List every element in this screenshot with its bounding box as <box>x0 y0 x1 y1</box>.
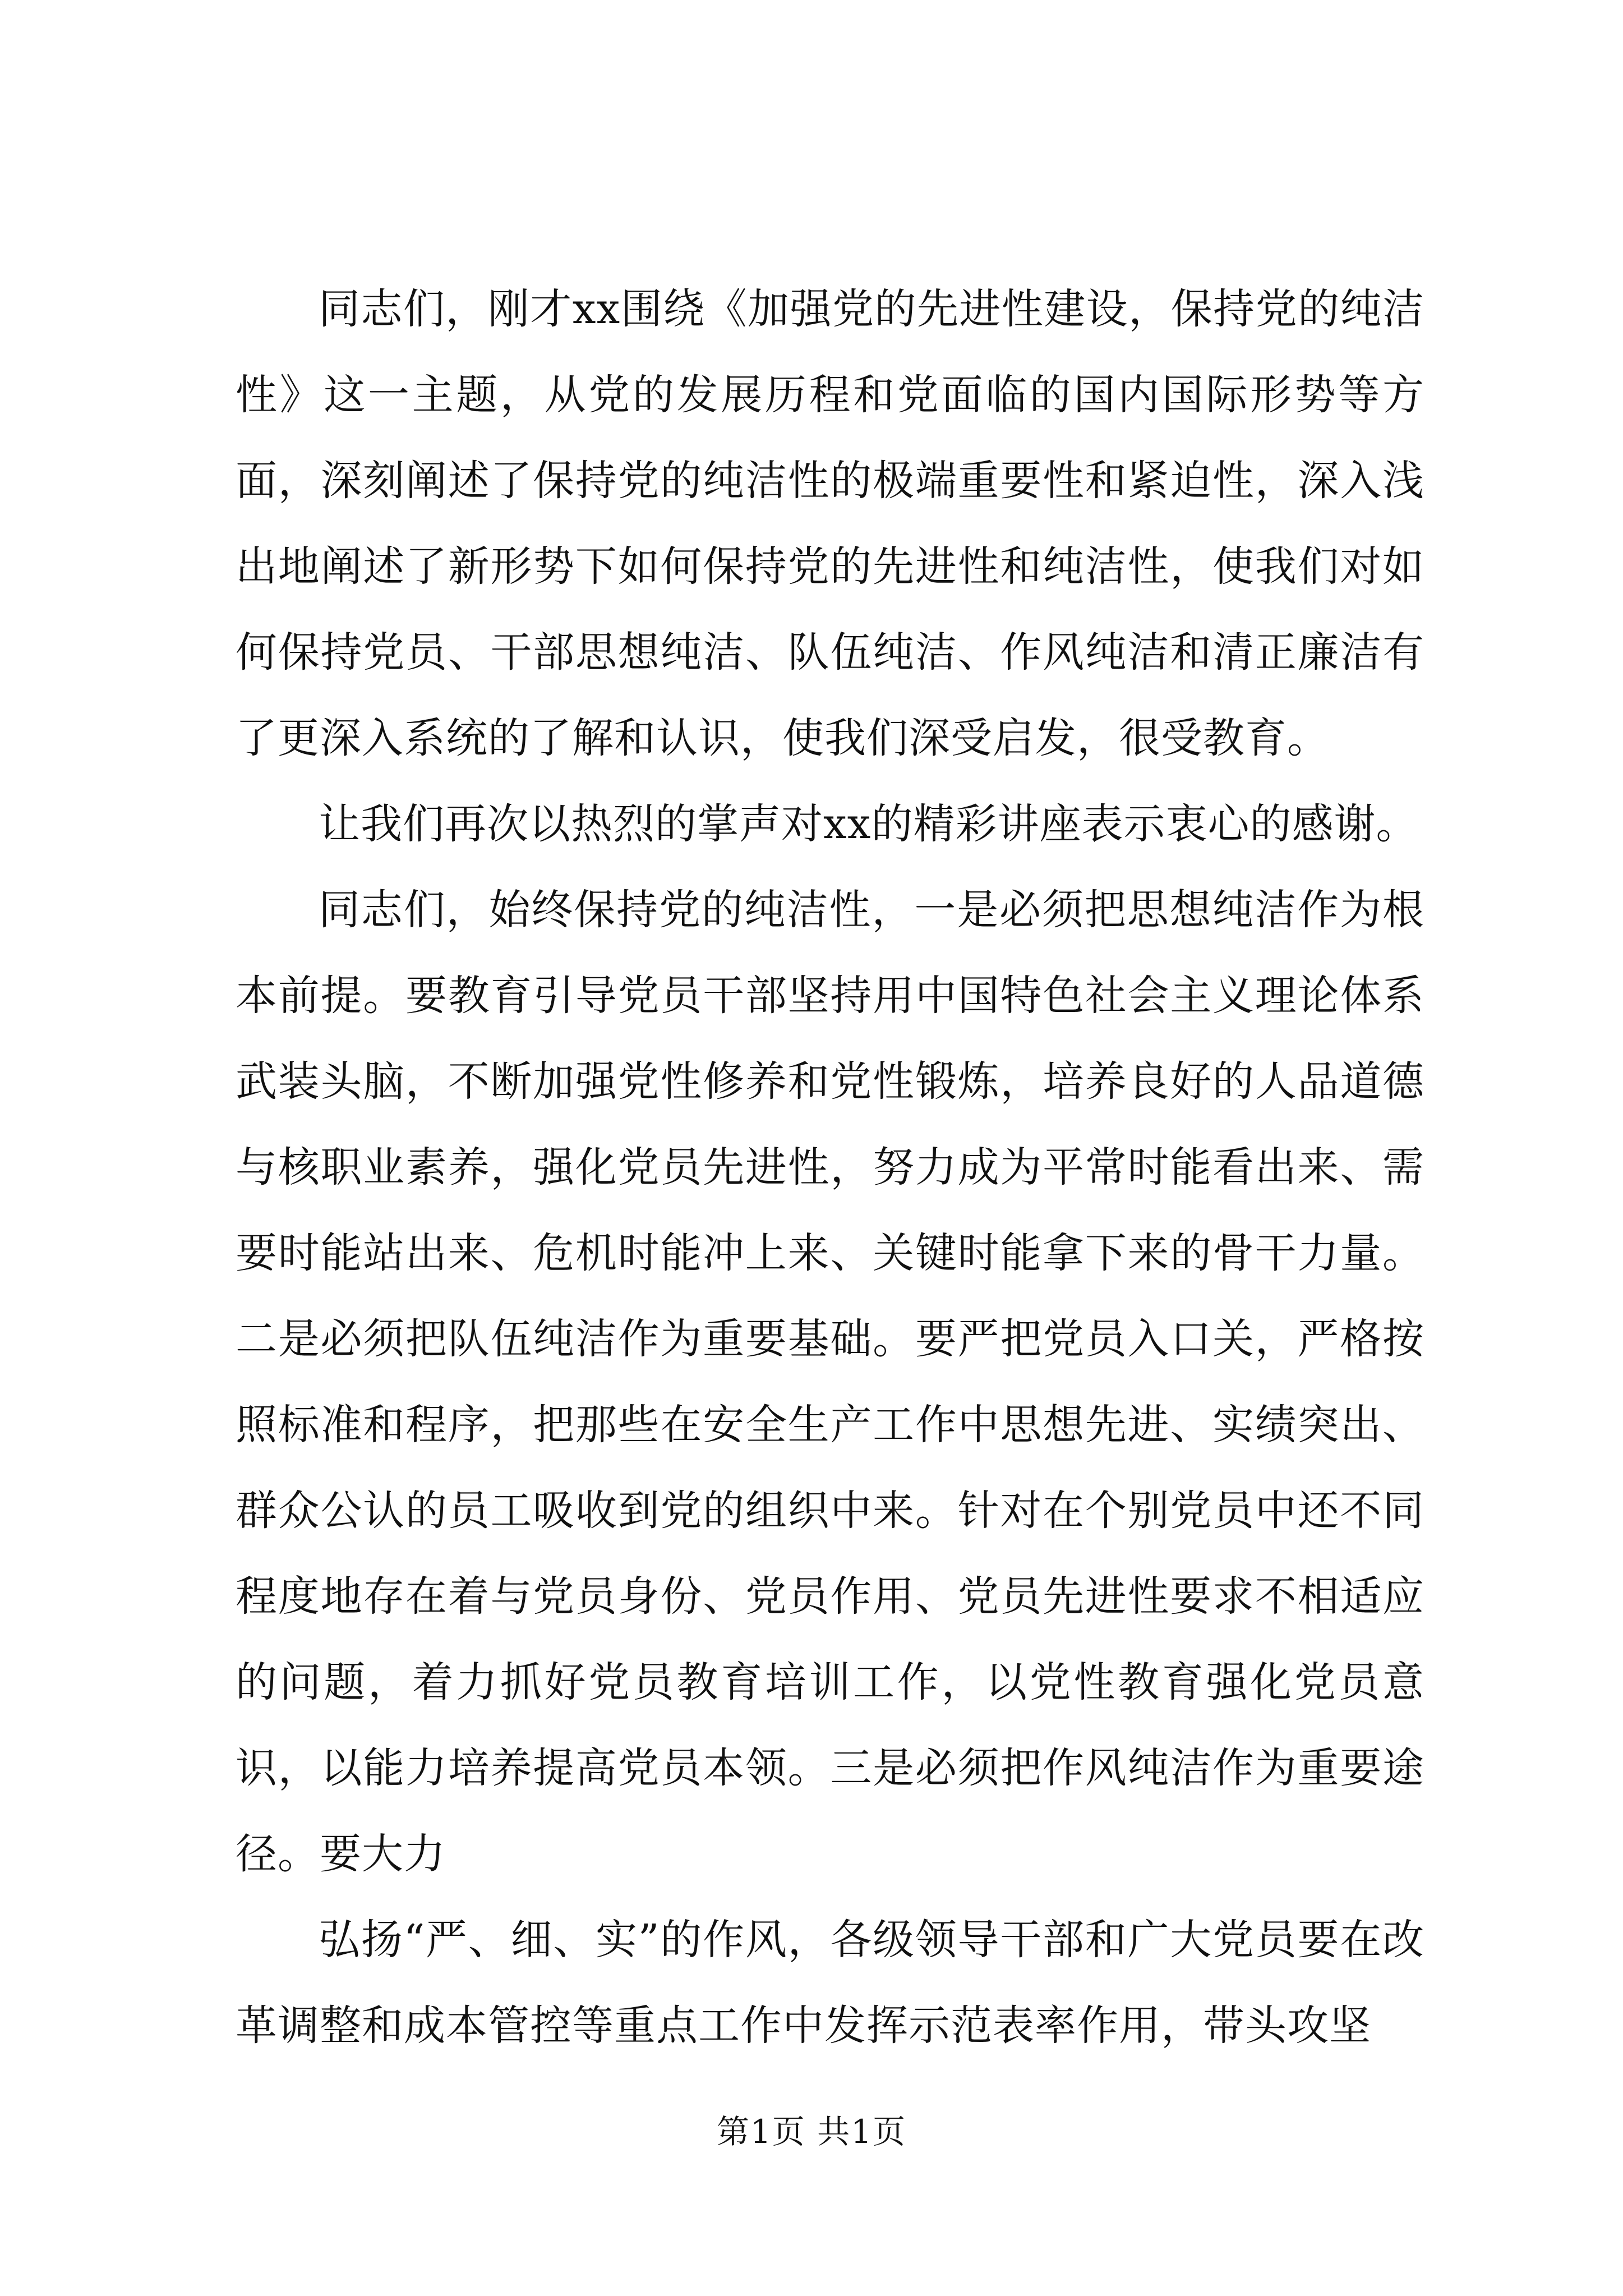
paragraph-opening: 同志们，刚才xx围绕《加强党的先进性建设，保持党的纯洁性》这一主题，从党的发展历程和党面临的国内国际形势等方面，深刻阐述了保持党的纯洁性的极端重要性和紧迫性，深入浅出地阐述了新形势下如何保持党的先进性和纯洁性，使我们对如何保持党员、干部思想纯洁、队伍纯洁、作风纯洁和清正廉洁有了更深入系统的了解和认识，使我们深受启发，很受教育。 <box>236 285 1424 762</box>
paragraph-thanks: 让我们再次以热烈的掌声对xx的精彩讲座表示衷心的感谢。 <box>319 800 1418 848</box>
page-footer: 第1页 共1页 <box>716 2113 907 2151</box>
paragraph-main-points: 同志们，始终保持党的纯洁性，一是必须把思想纯洁作为根本前提。要教育引导党员干部坚持用中国特色社会主义理论体系武装头脑，不断加强党性修养和党性锻炼，培养良好的人品道德与核职业素养，强化党员先进性，努力成为平常时能看出来、需要时能站出来、危机时能冲上来、关键时能拿下来的骨干力量。二是必须把队伍纯洁作为重要基础。要严把党员入口关，严格按照标准和程序，把那些在安全生产工作中思想先进、实绩突出、群众公认的员工吸收到党的组织中来。针对在个别党员中还不同程度地存在着与党员身份、党员作用、党员先进性要求不相适应的问题，着力抓好党员教育培训工作，以党性教育强化党员意识，以能力培养提高党员本领。三是必须把作风纯洁作为重要途径。要大力 <box>236 886 1424 1878</box>
document-body <box>236 266 1424 2069</box>
paragraph-continuation: 弘扬“严、细、实”的作风，各级领导干部和广大党员要在改革调整和成本管控等重点工作中发挥示范表率作用，带头攻坚 <box>236 1916 1424 2050</box>
